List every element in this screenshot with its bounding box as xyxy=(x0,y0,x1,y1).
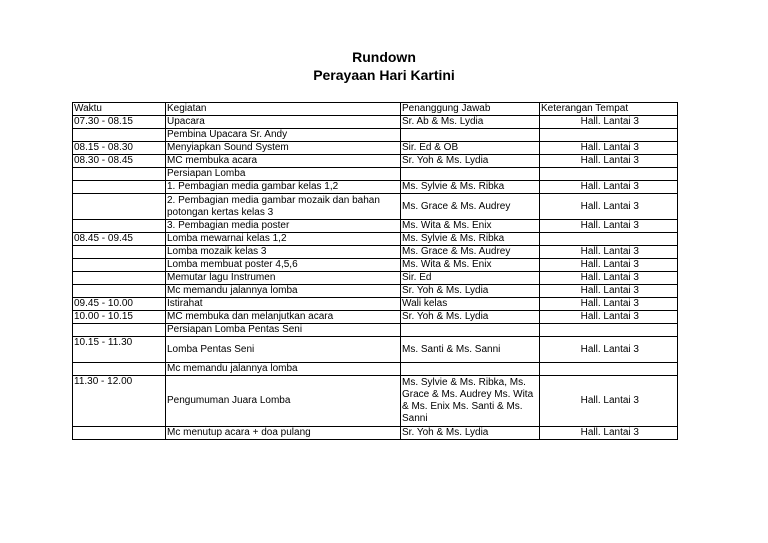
cell-kegiatan: Upacara xyxy=(166,116,401,129)
cell-waktu xyxy=(73,181,166,194)
cell-waktu: 11.30 - 12.00 xyxy=(73,376,166,427)
cell-tempat xyxy=(540,233,678,246)
cell-penanggung-jawab: Sr. Yoh & Ms. Lydia xyxy=(401,427,540,440)
cell-tempat: Hall. Lantai 3 xyxy=(540,298,678,311)
table-row xyxy=(73,376,678,427)
cell-penanggung-jawab: Sr. Yoh & Ms. Lydia xyxy=(401,155,540,168)
cell-penanggung-jawab xyxy=(401,129,540,142)
table-row xyxy=(73,129,678,142)
document-title-block xyxy=(0,48,768,84)
table-row xyxy=(73,259,678,272)
cell-waktu xyxy=(73,220,166,233)
cell-waktu xyxy=(73,363,166,376)
cell-waktu xyxy=(73,129,166,142)
cell-penanggung-jawab: Ms. Sylvie & Ms. Ribka xyxy=(401,233,540,246)
document-title: Rundown xyxy=(352,49,416,65)
cell-tempat xyxy=(540,363,678,376)
cell-kegiatan: Mc memandu jalannya lomba xyxy=(166,285,401,298)
cell-tempat: Hall. Lantai 3 xyxy=(540,337,678,363)
cell-kegiatan: Lomba Pentas Seni xyxy=(166,337,401,363)
cell-tempat: Hall. Lantai 3 xyxy=(540,376,678,427)
cell-penanggung-jawab: Ms. Santi & Ms. Sanni xyxy=(401,337,540,363)
cell-tempat: Hall. Lantai 3 xyxy=(540,311,678,324)
cell-kegiatan: Lomba mozaik kelas 3 xyxy=(166,246,401,259)
cell-waktu: 10.00 - 10.15 xyxy=(73,311,166,324)
cell-tempat: Hall. Lantai 3 xyxy=(540,181,678,194)
table-row xyxy=(73,324,678,337)
cell-tempat: Hall. Lantai 3 xyxy=(540,272,678,285)
cell-penanggung-jawab: Sir. Ed & OB xyxy=(401,142,540,155)
cell-tempat: Hall. Lantai 3 xyxy=(540,194,678,220)
header-penanggung-jawab: Penanggung Jawab xyxy=(401,103,540,116)
cell-tempat: Hall. Lantai 3 xyxy=(540,155,678,168)
cell-waktu: 07.30 - 08.15 xyxy=(73,116,166,129)
table-row xyxy=(73,194,678,220)
table-row xyxy=(73,220,678,233)
cell-kegiatan: Persiapan Lomba xyxy=(166,168,401,181)
cell-kegiatan: Lomba membuat poster 4,5,6 xyxy=(166,259,401,272)
cell-waktu: 08.30 - 08.45 xyxy=(73,155,166,168)
cell-waktu xyxy=(73,427,166,440)
cell-waktu: 09.45 - 10.00 xyxy=(73,298,166,311)
cell-tempat: Hall. Lantai 3 xyxy=(540,246,678,259)
table-header-row xyxy=(73,103,678,116)
table-row xyxy=(73,427,678,440)
header-keterangan-tempat: Keterangan Tempat xyxy=(540,103,678,116)
cell-kegiatan: Menyiapkan Sound System xyxy=(166,142,401,155)
cell-tempat: Hall. Lantai 3 xyxy=(540,427,678,440)
cell-kegiatan: MC membuka acara xyxy=(166,155,401,168)
table-row xyxy=(73,337,678,363)
cell-kegiatan: 1. Pembagian media gambar kelas 1,2 xyxy=(166,181,401,194)
cell-kegiatan: Pengumuman Juara Lomba xyxy=(166,376,401,427)
cell-kegiatan: Persiapan Lomba Pentas Seni xyxy=(166,324,401,337)
cell-waktu xyxy=(73,272,166,285)
cell-penanggung-jawab: Ms. Sylvie & Ms. Ribka xyxy=(401,181,540,194)
table-row xyxy=(73,168,678,181)
cell-tempat: Hall. Lantai 3 xyxy=(540,220,678,233)
cell-penanggung-jawab xyxy=(401,324,540,337)
document-subtitle: Perayaan Hari Kartini xyxy=(313,67,455,83)
cell-waktu xyxy=(73,324,166,337)
cell-kegiatan: MC membuka dan melanjutkan acara xyxy=(166,311,401,324)
table-row xyxy=(73,363,678,376)
table-row xyxy=(73,155,678,168)
cell-penanggung-jawab: Sir. Ed xyxy=(401,272,540,285)
cell-tempat xyxy=(540,324,678,337)
cell-tempat xyxy=(540,168,678,181)
cell-penanggung-jawab: Ms. Wita & Ms. Enix xyxy=(401,220,540,233)
cell-kegiatan: Mc memandu jalannya lomba xyxy=(166,363,401,376)
table-row xyxy=(73,298,678,311)
table-row xyxy=(73,311,678,324)
cell-tempat: Hall. Lantai 3 xyxy=(540,116,678,129)
cell-kegiatan: Pembina Upacara Sr. Andy xyxy=(166,129,401,142)
cell-kegiatan: Lomba mewarnai kelas 1,2 xyxy=(166,233,401,246)
table-row xyxy=(73,181,678,194)
cell-penanggung-jawab xyxy=(401,168,540,181)
cell-penanggung-jawab: Ms. Grace & Ms. Audrey xyxy=(401,246,540,259)
cell-waktu: 08.15 - 08.30 xyxy=(73,142,166,155)
cell-penanggung-jawab: Ms. Wita & Ms. Enix xyxy=(401,259,540,272)
table-row xyxy=(73,272,678,285)
header-kegiatan: Kegiatan xyxy=(166,103,401,116)
cell-penanggung-jawab: Sr. Yoh & Ms. Lydia xyxy=(401,285,540,298)
cell-waktu xyxy=(73,168,166,181)
table-row xyxy=(73,142,678,155)
table-row xyxy=(73,116,678,129)
cell-kegiatan: Mc menutup acara + doa pulang xyxy=(166,427,401,440)
cell-tempat: Hall. Lantai 3 xyxy=(540,259,678,272)
cell-penanggung-jawab: Sr. Ab & Ms. Lydia xyxy=(401,116,540,129)
cell-penanggung-jawab xyxy=(401,363,540,376)
cell-tempat: Hall. Lantai 3 xyxy=(540,285,678,298)
cell-kegiatan: 2. Pembagian media gambar mozaik dan bahan potongan kertas kelas 3 xyxy=(166,194,401,220)
rundown-table xyxy=(72,102,678,440)
cell-penanggung-jawab: Ms. Sylvie & Ms. Ribka, Ms. Grace & Ms. Audrey Ms. Wita & Ms. Enix Ms. Santi & Ms. Sanni xyxy=(401,376,540,427)
cell-waktu: 10.15 - 11.30 xyxy=(73,337,166,363)
cell-kegiatan: 3. Pembagian media poster xyxy=(166,220,401,233)
cell-waktu xyxy=(73,259,166,272)
cell-tempat xyxy=(540,129,678,142)
cell-kegiatan: Memutar lagu Instrumen xyxy=(166,272,401,285)
cell-waktu xyxy=(73,194,166,220)
table-row xyxy=(73,285,678,298)
cell-waktu xyxy=(73,246,166,259)
cell-waktu xyxy=(73,285,166,298)
cell-waktu: 08.45 - 09.45 xyxy=(73,233,166,246)
table-row xyxy=(73,246,678,259)
cell-penanggung-jawab: Sr. Yoh & Ms. Lydia xyxy=(401,311,540,324)
cell-kegiatan: Istirahat xyxy=(166,298,401,311)
cell-tempat: Hall. Lantai 3 xyxy=(540,142,678,155)
header-waktu: Waktu xyxy=(73,103,166,116)
cell-penanggung-jawab: Wali kelas xyxy=(401,298,540,311)
cell-penanggung-jawab: Ms. Grace & Ms. Audrey xyxy=(401,194,540,220)
table-row xyxy=(73,233,678,246)
